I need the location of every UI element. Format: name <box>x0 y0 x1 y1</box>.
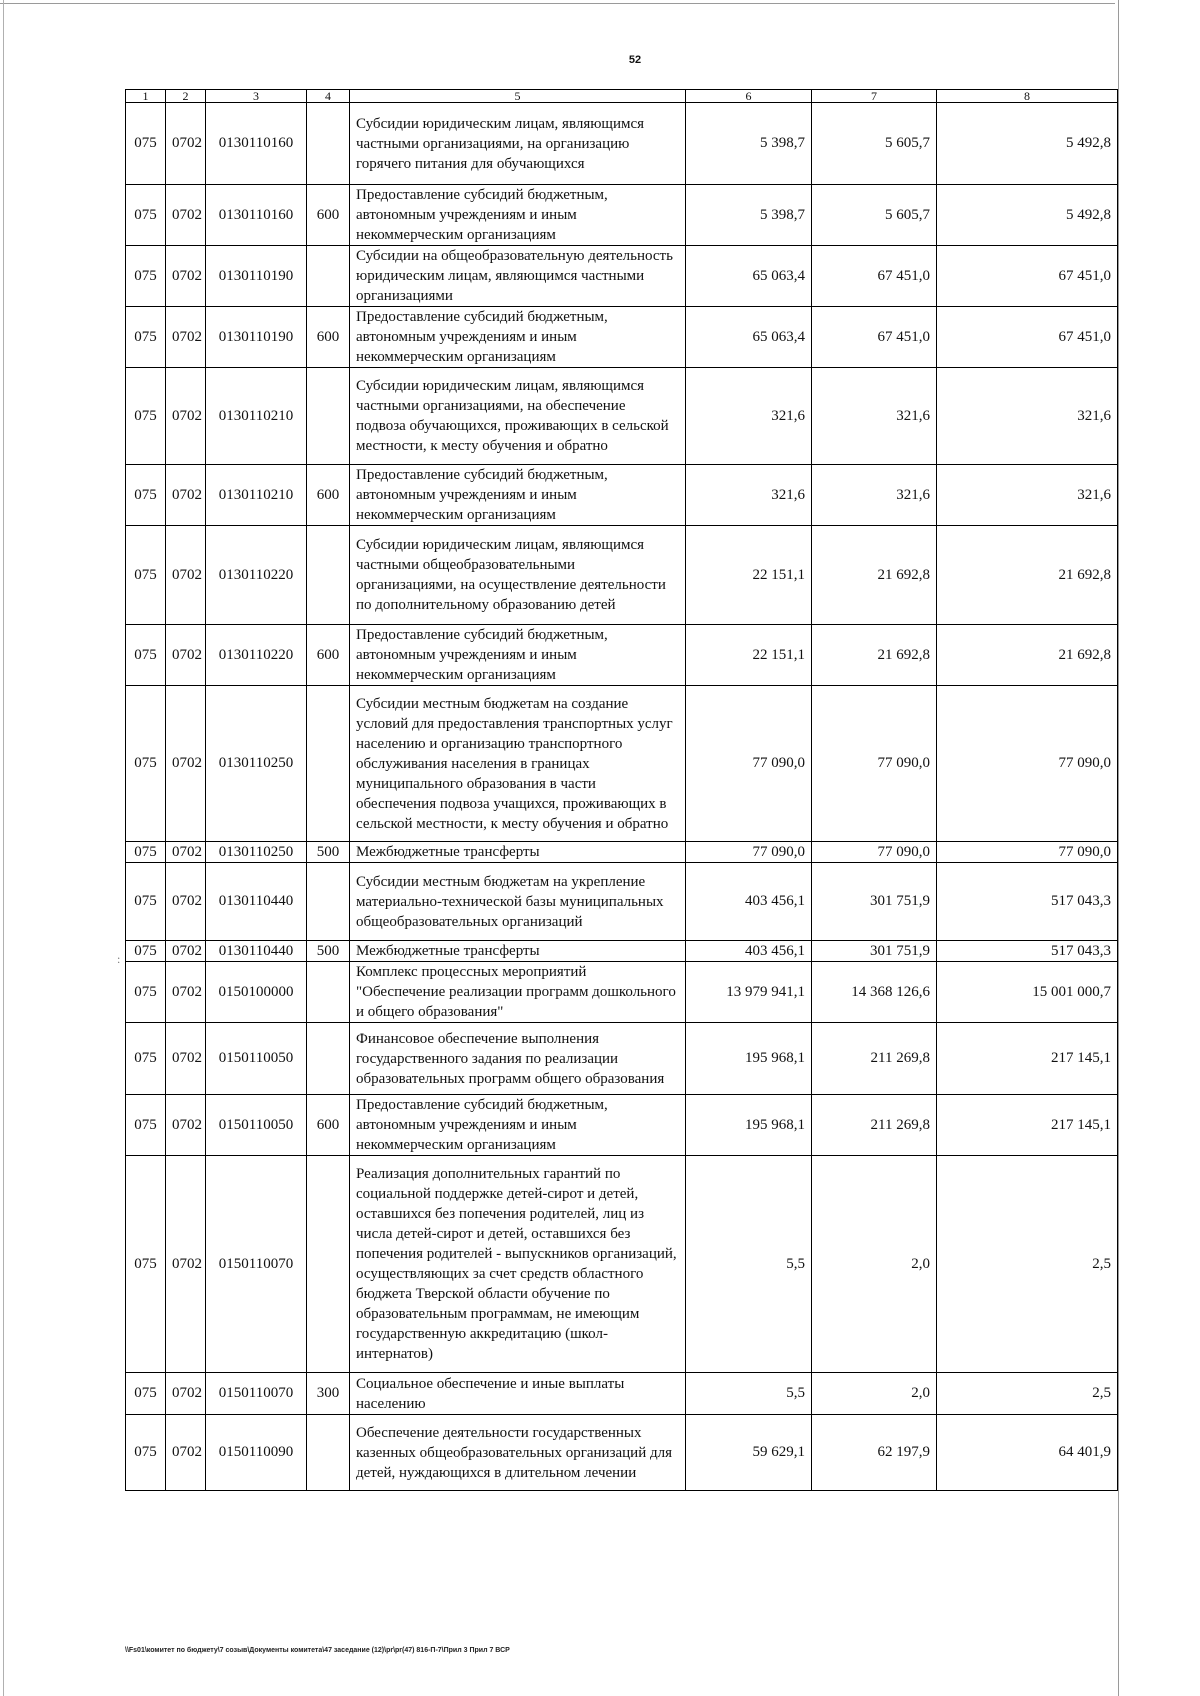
amount-year1-cell: 5,5 <box>686 1156 812 1373</box>
admin-code-cell: 075 <box>126 1095 166 1156</box>
table-row <box>126 368 1118 465</box>
table-row <box>126 962 1118 1023</box>
amount-year3-cell: 217 145,1 <box>937 1023 1118 1095</box>
section-code-cell: 0702 <box>166 103 206 185</box>
scan-edge-top <box>0 3 1115 4</box>
amount-year2-cell: 14 368 126,6 <box>812 962 937 1023</box>
column-header: 8 <box>937 90 1118 103</box>
section-code-cell: 0702 <box>166 863 206 941</box>
admin-code-cell: 075 <box>126 625 166 686</box>
expense-type-cell: 600 <box>307 307 350 368</box>
table-row <box>126 863 1118 941</box>
description-cell: Субсидии на общеобразовательную деятельность юридическим лицам, являющимся частными организациями <box>350 246 686 307</box>
description-cell: Предоставление субсидий бюджетным, автономным учреждениям и иным некоммерческим организациям <box>350 1095 686 1156</box>
column-header: 5 <box>350 90 686 103</box>
section-code-cell: 0702 <box>166 1095 206 1156</box>
expense-type-cell <box>307 1023 350 1095</box>
description-cell: Субсидии юридическим лицам, являющимся частными организациями, на обеспечение подвоза обучающихся, проживающих в сельской местности, к месту обучения и обратно <box>350 368 686 465</box>
amount-year2-cell: 301 751,9 <box>812 941 937 962</box>
expense-type-cell: 600 <box>307 465 350 526</box>
amount-year3-cell: 77 090,0 <box>937 842 1118 863</box>
description-cell: Реализация дополнительных гарантий по социальной поддержке детей-сирот и детей, оставшихся без попечения родителей, лиц из числа детей-сирот и детей, оставшихся без попечения родителей - выпускников организаций, осуществляющих за счет средств областного бюджета Тверской области обучение по образовательным программам, не имеющим государственную аккредитацию (школ-интернатов) <box>350 1156 686 1373</box>
expense-type-cell <box>307 962 350 1023</box>
target-item-cell: 0150100000 <box>206 962 307 1023</box>
target-item-cell: 0130110250 <box>206 686 307 842</box>
scan-edge-right <box>1118 0 1119 1696</box>
table-row <box>126 185 1118 246</box>
column-header: 4 <box>307 90 350 103</box>
section-code-cell: 0702 <box>166 1156 206 1373</box>
admin-code-cell: 075 <box>126 368 166 465</box>
column-header: 7 <box>812 90 937 103</box>
amount-year2-cell: 211 269,8 <box>812 1023 937 1095</box>
amount-year3-cell: 5 492,8 <box>937 103 1118 185</box>
amount-year2-cell: 67 451,0 <box>812 246 937 307</box>
expense-type-cell <box>307 1156 350 1373</box>
table-row <box>126 941 1118 962</box>
amount-year1-cell: 13 979 941,1 <box>686 962 812 1023</box>
table-row <box>126 465 1118 526</box>
amount-year1-cell: 22 151,1 <box>686 625 812 686</box>
description-cell: Предоставление субсидий бюджетным, автономным учреждениям и иным некоммерческим организациям <box>350 307 686 368</box>
description-cell: Субсидии юридическим лицам, являющимся частными организациями, на организацию горячего питания для обучающихся <box>350 103 686 185</box>
amount-year1-cell: 65 063,4 <box>686 246 812 307</box>
target-item-cell: 0130110210 <box>206 368 307 465</box>
expense-type-cell <box>307 686 350 842</box>
amount-year3-cell: 21 692,8 <box>937 625 1118 686</box>
amount-year3-cell: 67 451,0 <box>937 307 1118 368</box>
table-row <box>126 1415 1118 1491</box>
table-row <box>126 1095 1118 1156</box>
amount-year1-cell: 403 456,1 <box>686 863 812 941</box>
target-item-cell: 0130110220 <box>206 526 307 625</box>
amount-year1-cell: 321,6 <box>686 368 812 465</box>
target-item-cell: 0150110070 <box>206 1156 307 1373</box>
expense-type-cell: 600 <box>307 625 350 686</box>
description-cell: Предоставление субсидий бюджетным, автономным учреждениям и иным некоммерческим организациям <box>350 625 686 686</box>
expense-type-cell: 500 <box>307 941 350 962</box>
amount-year2-cell: 5 605,7 <box>812 185 937 246</box>
table-row <box>126 103 1118 185</box>
section-code-cell: 0702 <box>166 625 206 686</box>
expense-type-cell <box>307 246 350 307</box>
admin-code-cell: 075 <box>126 941 166 962</box>
amount-year2-cell: 2,0 <box>812 1373 937 1415</box>
target-item-cell: 0150110070 <box>206 1373 307 1415</box>
admin-code-cell: 075 <box>126 526 166 625</box>
column-header: 6 <box>686 90 812 103</box>
amount-year2-cell: 21 692,8 <box>812 526 937 625</box>
target-item-cell: 0130110440 <box>206 941 307 962</box>
amount-year3-cell: 21 692,8 <box>937 526 1118 625</box>
amount-year3-cell: 67 451,0 <box>937 246 1118 307</box>
margin-mark: : <box>117 952 121 966</box>
expense-type-cell: 500 <box>307 842 350 863</box>
expense-type-cell <box>307 863 350 941</box>
amount-year2-cell: 211 269,8 <box>812 1095 937 1156</box>
amount-year2-cell: 62 197,9 <box>812 1415 937 1491</box>
description-cell: Предоставление субсидий бюджетным, автономным учреждениям и иным некоммерческим организациям <box>350 185 686 246</box>
section-code-cell: 0702 <box>166 368 206 465</box>
admin-code-cell: 075 <box>126 307 166 368</box>
admin-code-cell: 075 <box>126 185 166 246</box>
admin-code-cell: 075 <box>126 103 166 185</box>
expense-type-cell: 600 <box>307 1095 350 1156</box>
expense-type-cell <box>307 1415 350 1491</box>
amount-year1-cell: 403 456,1 <box>686 941 812 962</box>
target-item-cell: 0130110210 <box>206 465 307 526</box>
table-row <box>126 1373 1118 1415</box>
description-cell: Социальное обеспечение и иные выплаты населению <box>350 1373 686 1415</box>
section-code-cell: 0702 <box>166 465 206 526</box>
amount-year1-cell: 5 398,7 <box>686 103 812 185</box>
section-code-cell: 0702 <box>166 842 206 863</box>
table-row <box>126 1156 1118 1373</box>
table-row <box>126 246 1118 307</box>
amount-year3-cell: 15 001 000,7 <box>937 962 1118 1023</box>
target-item-cell: 0130110440 <box>206 863 307 941</box>
amount-year3-cell: 64 401,9 <box>937 1415 1118 1491</box>
amount-year3-cell: 517 043,3 <box>937 863 1118 941</box>
table-row <box>126 842 1118 863</box>
amount-year2-cell: 301 751,9 <box>812 863 937 941</box>
amount-year3-cell: 321,6 <box>937 368 1118 465</box>
description-cell: Финансовое обеспечение выполнения государственного задания по реализации образовательных программ общего образования <box>350 1023 686 1095</box>
target-item-cell: 0130110250 <box>206 842 307 863</box>
target-item-cell: 0130110160 <box>206 103 307 185</box>
description-cell: Комплекс процессных мероприятий "Обеспечение реализации программ дошкольного и общего образования" <box>350 962 686 1023</box>
amount-year2-cell: 321,6 <box>812 465 937 526</box>
amount-year3-cell: 77 090,0 <box>937 686 1118 842</box>
description-cell: Межбюджетные трансферты <box>350 842 686 863</box>
amount-year1-cell: 195 968,1 <box>686 1023 812 1095</box>
target-item-cell: 0130110220 <box>206 625 307 686</box>
column-header: 3 <box>206 90 307 103</box>
admin-code-cell: 075 <box>126 1156 166 1373</box>
amount-year2-cell: 77 090,0 <box>812 686 937 842</box>
admin-code-cell: 075 <box>126 686 166 842</box>
target-item-cell: 0150110050 <box>206 1023 307 1095</box>
expense-type-cell <box>307 368 350 465</box>
column-number-row <box>126 90 1118 103</box>
amount-year3-cell: 517 043,3 <box>937 941 1118 962</box>
target-item-cell: 0130110190 <box>206 246 307 307</box>
section-code-cell: 0702 <box>166 686 206 842</box>
description-cell: Субсидии местным бюджетам на укрепление материально-технической базы муниципальных общеобразовательных организаций <box>350 863 686 941</box>
section-code-cell: 0702 <box>166 962 206 1023</box>
target-item-cell: 0130110160 <box>206 185 307 246</box>
admin-code-cell: 075 <box>126 863 166 941</box>
column-header: 2 <box>166 90 206 103</box>
admin-code-cell: 075 <box>126 1023 166 1095</box>
target-item-cell: 0150110050 <box>206 1095 307 1156</box>
amount-year1-cell: 321,6 <box>686 465 812 526</box>
amount-year2-cell: 321,6 <box>812 368 937 465</box>
expense-type-cell <box>307 103 350 185</box>
column-header: 1 <box>126 90 166 103</box>
section-code-cell: 0702 <box>166 1415 206 1491</box>
table-row <box>126 686 1118 842</box>
admin-code-cell: 075 <box>126 842 166 863</box>
description-cell: Субсидии местным бюджетам на создание условий для предоставления транспортных услуг населению и организацию транспортного обслуживания населения в границах муниципального образования в части обеспечения подвоза учащихся, проживающих в сельской местности, к месту обучения и обратно <box>350 686 686 842</box>
admin-code-cell: 075 <box>126 1373 166 1415</box>
expense-type-cell: 600 <box>307 185 350 246</box>
amount-year1-cell: 5 398,7 <box>686 185 812 246</box>
admin-code-cell: 075 <box>126 1415 166 1491</box>
amount-year3-cell: 321,6 <box>937 465 1118 526</box>
amount-year2-cell: 21 692,8 <box>812 625 937 686</box>
admin-code-cell: 075 <box>126 962 166 1023</box>
amount-year3-cell: 2,5 <box>937 1373 1118 1415</box>
table-row <box>126 526 1118 625</box>
amount-year3-cell: 2,5 <box>937 1156 1118 1373</box>
section-code-cell: 0702 <box>166 307 206 368</box>
amount-year1-cell: 59 629,1 <box>686 1415 812 1491</box>
description-cell: Субсидии юридическим лицам, являющимся частными общеобразовательными организациями, на осуществление деятельности по дополнительному образованию детей <box>350 526 686 625</box>
amount-year2-cell: 2,0 <box>812 1156 937 1373</box>
expense-type-cell: 300 <box>307 1373 350 1415</box>
target-item-cell: 0130110190 <box>206 307 307 368</box>
section-code-cell: 0702 <box>166 526 206 625</box>
amount-year1-cell: 65 063,4 <box>686 307 812 368</box>
amount-year1-cell: 5,5 <box>686 1373 812 1415</box>
page-number: 52 <box>628 54 642 66</box>
amount-year1-cell: 195 968,1 <box>686 1095 812 1156</box>
amount-year1-cell: 77 090,0 <box>686 842 812 863</box>
section-code-cell: 0702 <box>166 1023 206 1095</box>
table-row <box>126 1023 1118 1095</box>
table-row <box>126 625 1118 686</box>
section-code-cell: 0702 <box>166 941 206 962</box>
table-row <box>126 307 1118 368</box>
section-code-cell: 0702 <box>166 185 206 246</box>
section-code-cell: 0702 <box>166 1373 206 1415</box>
description-cell: Обеспечение деятельности государственных казенных общеобразовательных организаций для детей, нуждающихся в длительном лечении <box>350 1415 686 1491</box>
admin-code-cell: 075 <box>126 465 166 526</box>
amount-year3-cell: 5 492,8 <box>937 185 1118 246</box>
section-code-cell: 0702 <box>166 246 206 307</box>
amount-year1-cell: 77 090,0 <box>686 686 812 842</box>
amount-year1-cell: 22 151,1 <box>686 526 812 625</box>
amount-year2-cell: 77 090,0 <box>812 842 937 863</box>
admin-code-cell: 075 <box>126 246 166 307</box>
target-item-cell: 0150110090 <box>206 1415 307 1491</box>
expense-type-cell <box>307 526 350 625</box>
amount-year2-cell: 5 605,7 <box>812 103 937 185</box>
budget-table <box>125 89 1118 1491</box>
description-cell: Предоставление субсидий бюджетным, автономным учреждениям и иным некоммерческим организациям <box>350 465 686 526</box>
file-path-footer: \\Fs01\комитет по бюджету\7 созыв\Документы комитета\47 заседание (12)\pr\pr(47) 816-П-7\Прил 3 Прил 7 ВСР <box>125 1647 510 1654</box>
amount-year2-cell: 67 451,0 <box>812 307 937 368</box>
description-cell: Межбюджетные трансферты <box>350 941 686 962</box>
scan-edge-left <box>3 0 4 1696</box>
amount-year3-cell: 217 145,1 <box>937 1095 1118 1156</box>
